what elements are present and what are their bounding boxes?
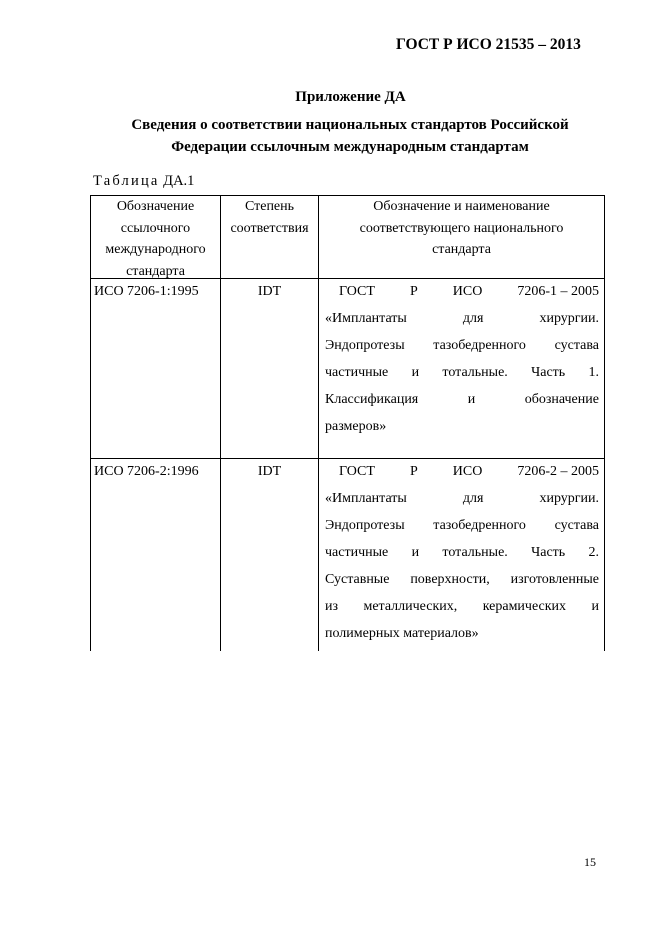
std-line: ГОСТ Р ИСО 7206-1 – 2005 [339, 283, 599, 299]
header-col1-line: международного [105, 242, 206, 257]
header-col1-line: ссылочного [120, 220, 191, 236]
row-1-national-standard [325, 278, 599, 440]
header-degree [221, 196, 318, 239]
std-line: из металлических, керамических и [325, 598, 599, 614]
annex-title: Приложение ДА [295, 89, 406, 105]
std-line: полимерных материалов» [325, 625, 479, 641]
std-line: Классификация и обозначение [325, 391, 599, 407]
row-2-reference-id: ИСО 7206-2:1996 [94, 464, 199, 479]
std-line: Суставные поверхности, изготовленные [325, 571, 599, 587]
table-right-border [604, 195, 605, 651]
annex-subtitle [100, 114, 600, 158]
std-line: «Имплантаты для хирургии. [325, 490, 599, 506]
header-col3-line: соответствующего национального [359, 220, 564, 236]
table-caption-number: ДА.1 [163, 173, 195, 189]
table-caption-word: Таблица [93, 173, 160, 189]
row-2-degree: IDT [257, 464, 282, 479]
table-caption [93, 173, 194, 190]
std-line: размеров» [325, 418, 387, 434]
std-line: Эндопротезы тазобедренного сустава [325, 337, 599, 353]
table-col-divider-2 [318, 195, 319, 651]
annex-subtitle-line-2: Федерации ссылочным международным стандартам [171, 139, 529, 155]
table-col-divider-1 [220, 195, 221, 651]
std-line: частичные и тотальные. Часть 2. [325, 544, 599, 560]
std-line: «Имплантаты для хирургии. [325, 310, 599, 326]
row-2-national-standard [325, 458, 599, 647]
row-1-degree: IDT [257, 284, 282, 299]
header-col2-line: Степень [244, 199, 295, 214]
header-national-standard [319, 196, 604, 261]
row-1-reference-id: ИСО 7206-1:1995 [94, 284, 199, 299]
header-col1-line: Обозначение [116, 199, 195, 214]
std-line: ГОСТ Р ИСО 7206-2 – 2005 [339, 463, 599, 479]
annex-subtitle-line-1: Сведения о соответствии национальных стандартов Российской [131, 117, 569, 133]
header-col2-line: соответствия [230, 220, 309, 236]
document-code: ГОСТ Р ИСО 21535 – 2013 [396, 36, 581, 53]
page-number: 15 [584, 855, 596, 869]
std-line: частичные и тотальные. Часть 1. [325, 364, 599, 380]
header-col3-line: Обозначение и наименование [373, 199, 550, 214]
header-reference-standard [91, 196, 220, 282]
header-col3-line: стандарта [432, 242, 491, 257]
header-col1-line: стандарта [126, 263, 185, 279]
std-line: Эндопротезы тазобедренного сустава [325, 517, 599, 533]
